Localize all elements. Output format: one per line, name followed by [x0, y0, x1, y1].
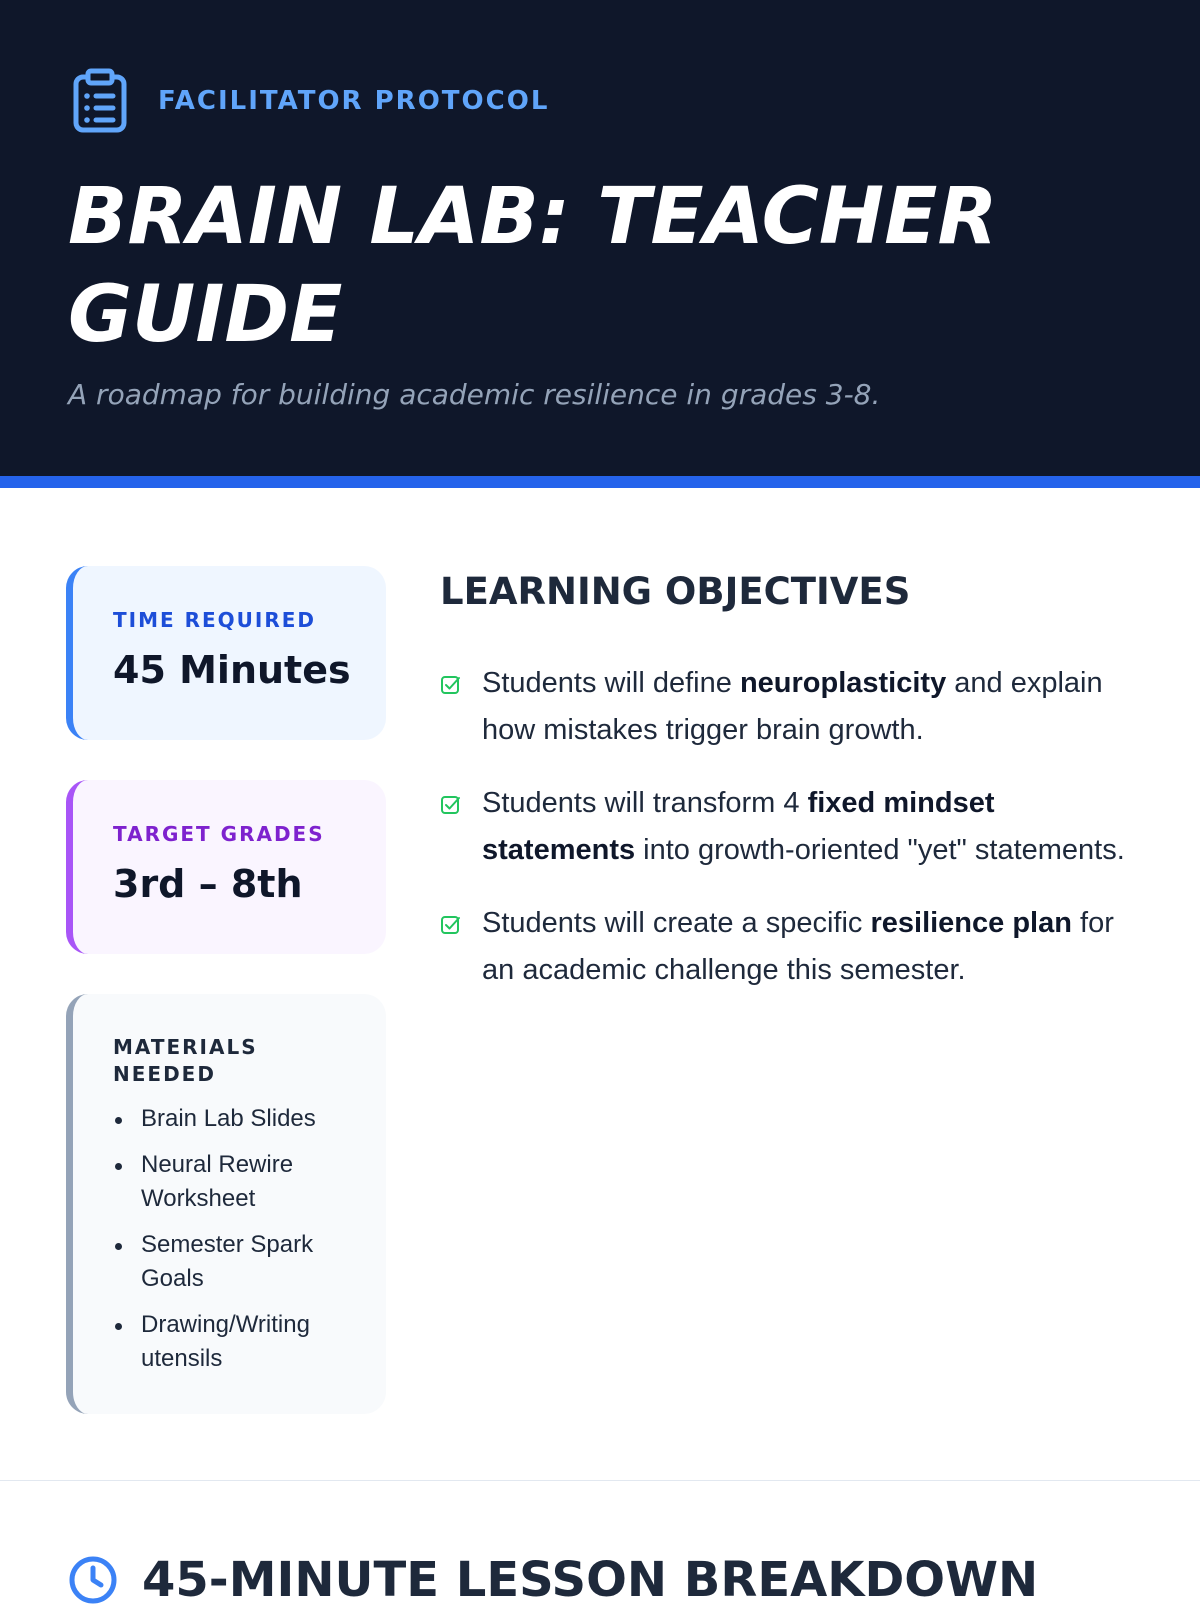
target-grades-label: TARGET GRADES	[113, 822, 325, 846]
clock-icon	[68, 1555, 118, 1605]
section-divider	[0, 1480, 1200, 1481]
eyebrow-label: FACILITATOR PROTOCOL	[158, 86, 550, 116]
page-subtitle: A roadmap for building academic resilience in grades 3-8.	[68, 378, 881, 411]
check-square-icon	[440, 914, 462, 936]
materials-label: MATERIALS NEEDED	[113, 1035, 258, 1086]
objectives-list	[440, 660, 1140, 1020]
objective-text: Students will transform 4 fixed mindset statements into growth-oriented "yet" statements.	[482, 787, 1125, 866]
clipboard-list-icon	[72, 68, 128, 134]
materials-item: Neural Rewire Worksheet	[113, 1148, 353, 1216]
materials-item: Brain Lab Slides	[113, 1102, 353, 1136]
target-grades-value: 3rd – 8th	[113, 862, 303, 906]
objective-item	[440, 660, 1140, 754]
header-banner	[0, 0, 1200, 488]
objective-text: Students will create a specific resilience plan for an academic challenge this semester.	[482, 907, 1114, 986]
target-grades-card	[66, 780, 386, 954]
time-required-card	[66, 566, 386, 740]
materials-card	[66, 994, 386, 1414]
objective-text: Students will define neuroplasticity and explain how mistakes trigger brain growth.	[482, 667, 1103, 746]
page-title: BRAIN LAB: TEACHER GUIDE	[68, 172, 998, 360]
lesson-breakdown-title: 45-MINUTE LESSON BREAKDOWN	[142, 1552, 1039, 1608]
materials-item: Semester Spark Goals	[113, 1228, 353, 1296]
objective-item	[440, 780, 1140, 874]
eyebrow	[72, 68, 549, 134]
time-required-value: 45 Minutes	[113, 648, 351, 692]
check-square-icon	[440, 794, 462, 816]
materials-item: Drawing/Writing utensils	[113, 1308, 353, 1376]
check-square-icon	[440, 674, 462, 696]
objectives-heading: LEARNING OBJECTIVES	[440, 570, 911, 613]
objective-item	[440, 900, 1140, 994]
time-required-label: TIME REQUIRED	[113, 608, 317, 632]
materials-list	[113, 1102, 353, 1388]
